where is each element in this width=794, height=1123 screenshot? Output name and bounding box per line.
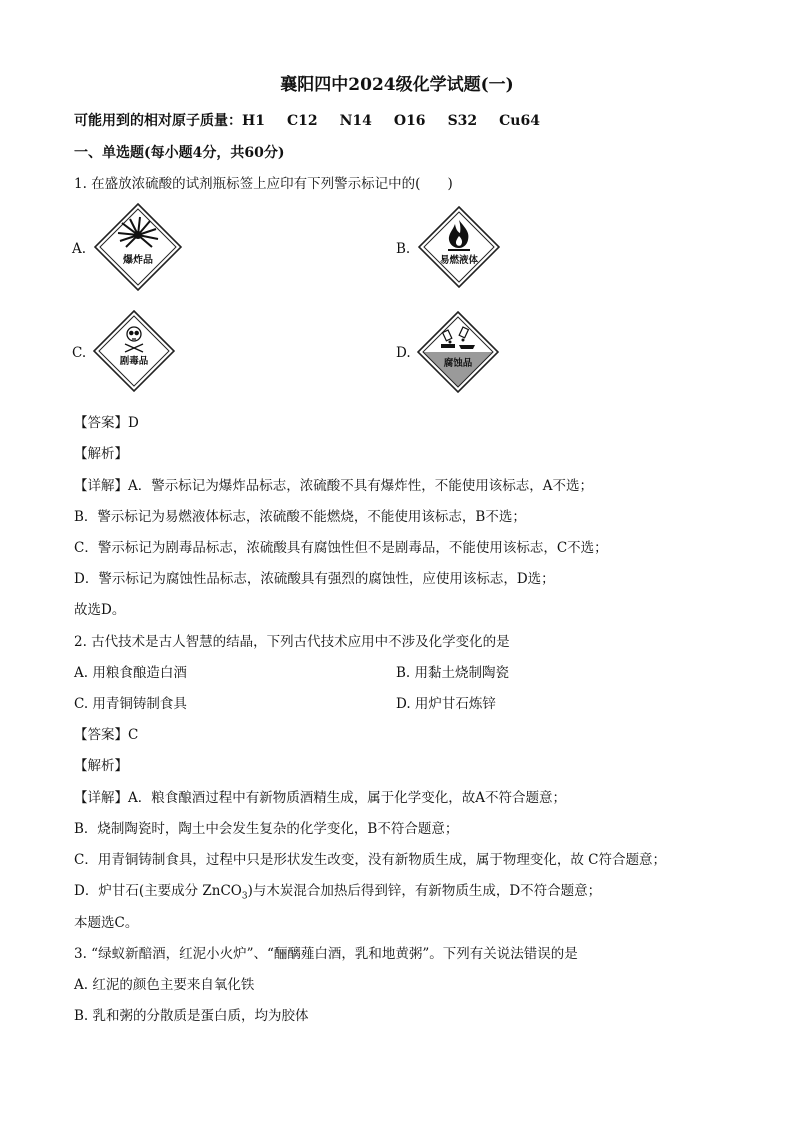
explosive-sign: [94, 203, 182, 291]
sign-label-toxic: 剧毒品: [119, 356, 149, 367]
q2-option-a: A. 用粮食酿造白酒: [74, 665, 187, 681]
q2-detail-c: C．用青铜铸制食具，过程中只是形状发生改变，没有新物质生成，属于物理变化，故 C符合题意；: [74, 852, 666, 868]
q1-option-b-label: B.: [396, 241, 411, 257]
q2-analysis: 【解析】: [74, 758, 128, 774]
corrosive-sign: [417, 311, 499, 393]
q2-detail-d: [74, 879, 601, 902]
q1-stem: 1. 在盛放浓硫酸的试剂瓶标签上应印有下列警示标记中的( ): [74, 176, 453, 192]
page-title: 襄阳四中2024级化学试题(一): [280, 75, 514, 95]
atomic-mass-h: H1: [242, 113, 265, 129]
sign-label-corrosive: 腐蚀品: [443, 358, 473, 369]
q2-conclusion: 本题选C。: [74, 915, 139, 931]
section-heading: 一、单选题(每小题4分，共60分): [74, 145, 285, 161]
q1-analysis: 【解析】: [74, 446, 128, 462]
toxic-sign: [93, 310, 175, 392]
q1-conclusion: 故选D。: [74, 602, 126, 618]
flammable-liquid-sign: [418, 206, 500, 288]
q3-option-a: A. 红泥的颜色主要来自氧化铁: [74, 977, 255, 993]
atomic-mass-c: C12: [286, 113, 318, 129]
q2-detail-d-pre: D．炉甘石(主要成分 ZnCO: [74, 883, 242, 899]
q2-detail-b: B．烧制陶瓷时，陶土中会发生复杂的化学变化，B不符合题意；: [74, 821, 459, 837]
q2-detail-d-post: )与木炭混合加热后得到锌，有新物质生成，D不符合题意；: [247, 883, 602, 899]
q2-option-b: B. 用黏土烧制陶瓷: [396, 665, 510, 681]
sign-label-flammable: 易燃液体: [439, 255, 479, 266]
q1-option-a-label: A.: [72, 241, 87, 257]
atomic-mass-label: 可能用到的相对原子质量：: [74, 113, 242, 129]
q1-option-d-label: D.: [396, 345, 411, 361]
atomic-mass-s: S32: [447, 113, 478, 129]
q2-detail-a: 【详解】A．粮食酿酒过程中有新物质酒精生成，属于化学变化，故A不符合题意；: [74, 790, 566, 806]
atomic-mass-o: O16: [393, 113, 426, 129]
q2-stem: 2. 古代技术是古人智慧的结晶，下列古代技术应用中不涉及化学变化的是: [74, 634, 510, 650]
q1-option-c-label: C.: [72, 345, 87, 361]
q2-option-d: D. 用炉甘石炼锌: [396, 696, 496, 712]
q3-option-b: B. 乳和粥的分散质是蛋白质，均为胶体: [74, 1008, 309, 1024]
atomic-mass-cu: Cu64: [499, 113, 540, 129]
q1-detail-b: B．警示标记为易燃液体标志，浓硫酸不能燃烧，不能使用该标志，B不选；: [74, 509, 526, 525]
q1-detail-c: C．警示标记为剧毒品标志，浓硫酸具有腐蚀性但不是剧毒品，不能使用该标志，C不选；: [74, 540, 608, 556]
atomic-mass-line: [74, 110, 562, 130]
q1-answer: 【答案】D: [74, 415, 139, 431]
q2-detail-d-subscript: 3: [241, 891, 248, 902]
sign-label-explosive: 爆炸品: [123, 255, 153, 266]
q2-option-c: C. 用青铜铸制食具: [74, 696, 187, 712]
atomic-mass-n: N14: [339, 113, 372, 129]
q1-detail-d: D．警示标记为腐蚀性品标志，浓硫酸具有强烈的腐蚀性，应使用该标志，D选；: [74, 571, 555, 587]
q1-detail-a: 【详解】A．警示标记为爆炸品标志，浓硫酸不具有爆炸性，不能使用该标志，A不选；: [74, 478, 593, 494]
q2-answer: 【答案】C: [74, 727, 139, 743]
q3-stem: 3. “绿蚁新醅酒，红泥小火炉”、“酾醨薤白酒，乳和地黄粥”。下列有关说法错误的是: [74, 946, 578, 962]
